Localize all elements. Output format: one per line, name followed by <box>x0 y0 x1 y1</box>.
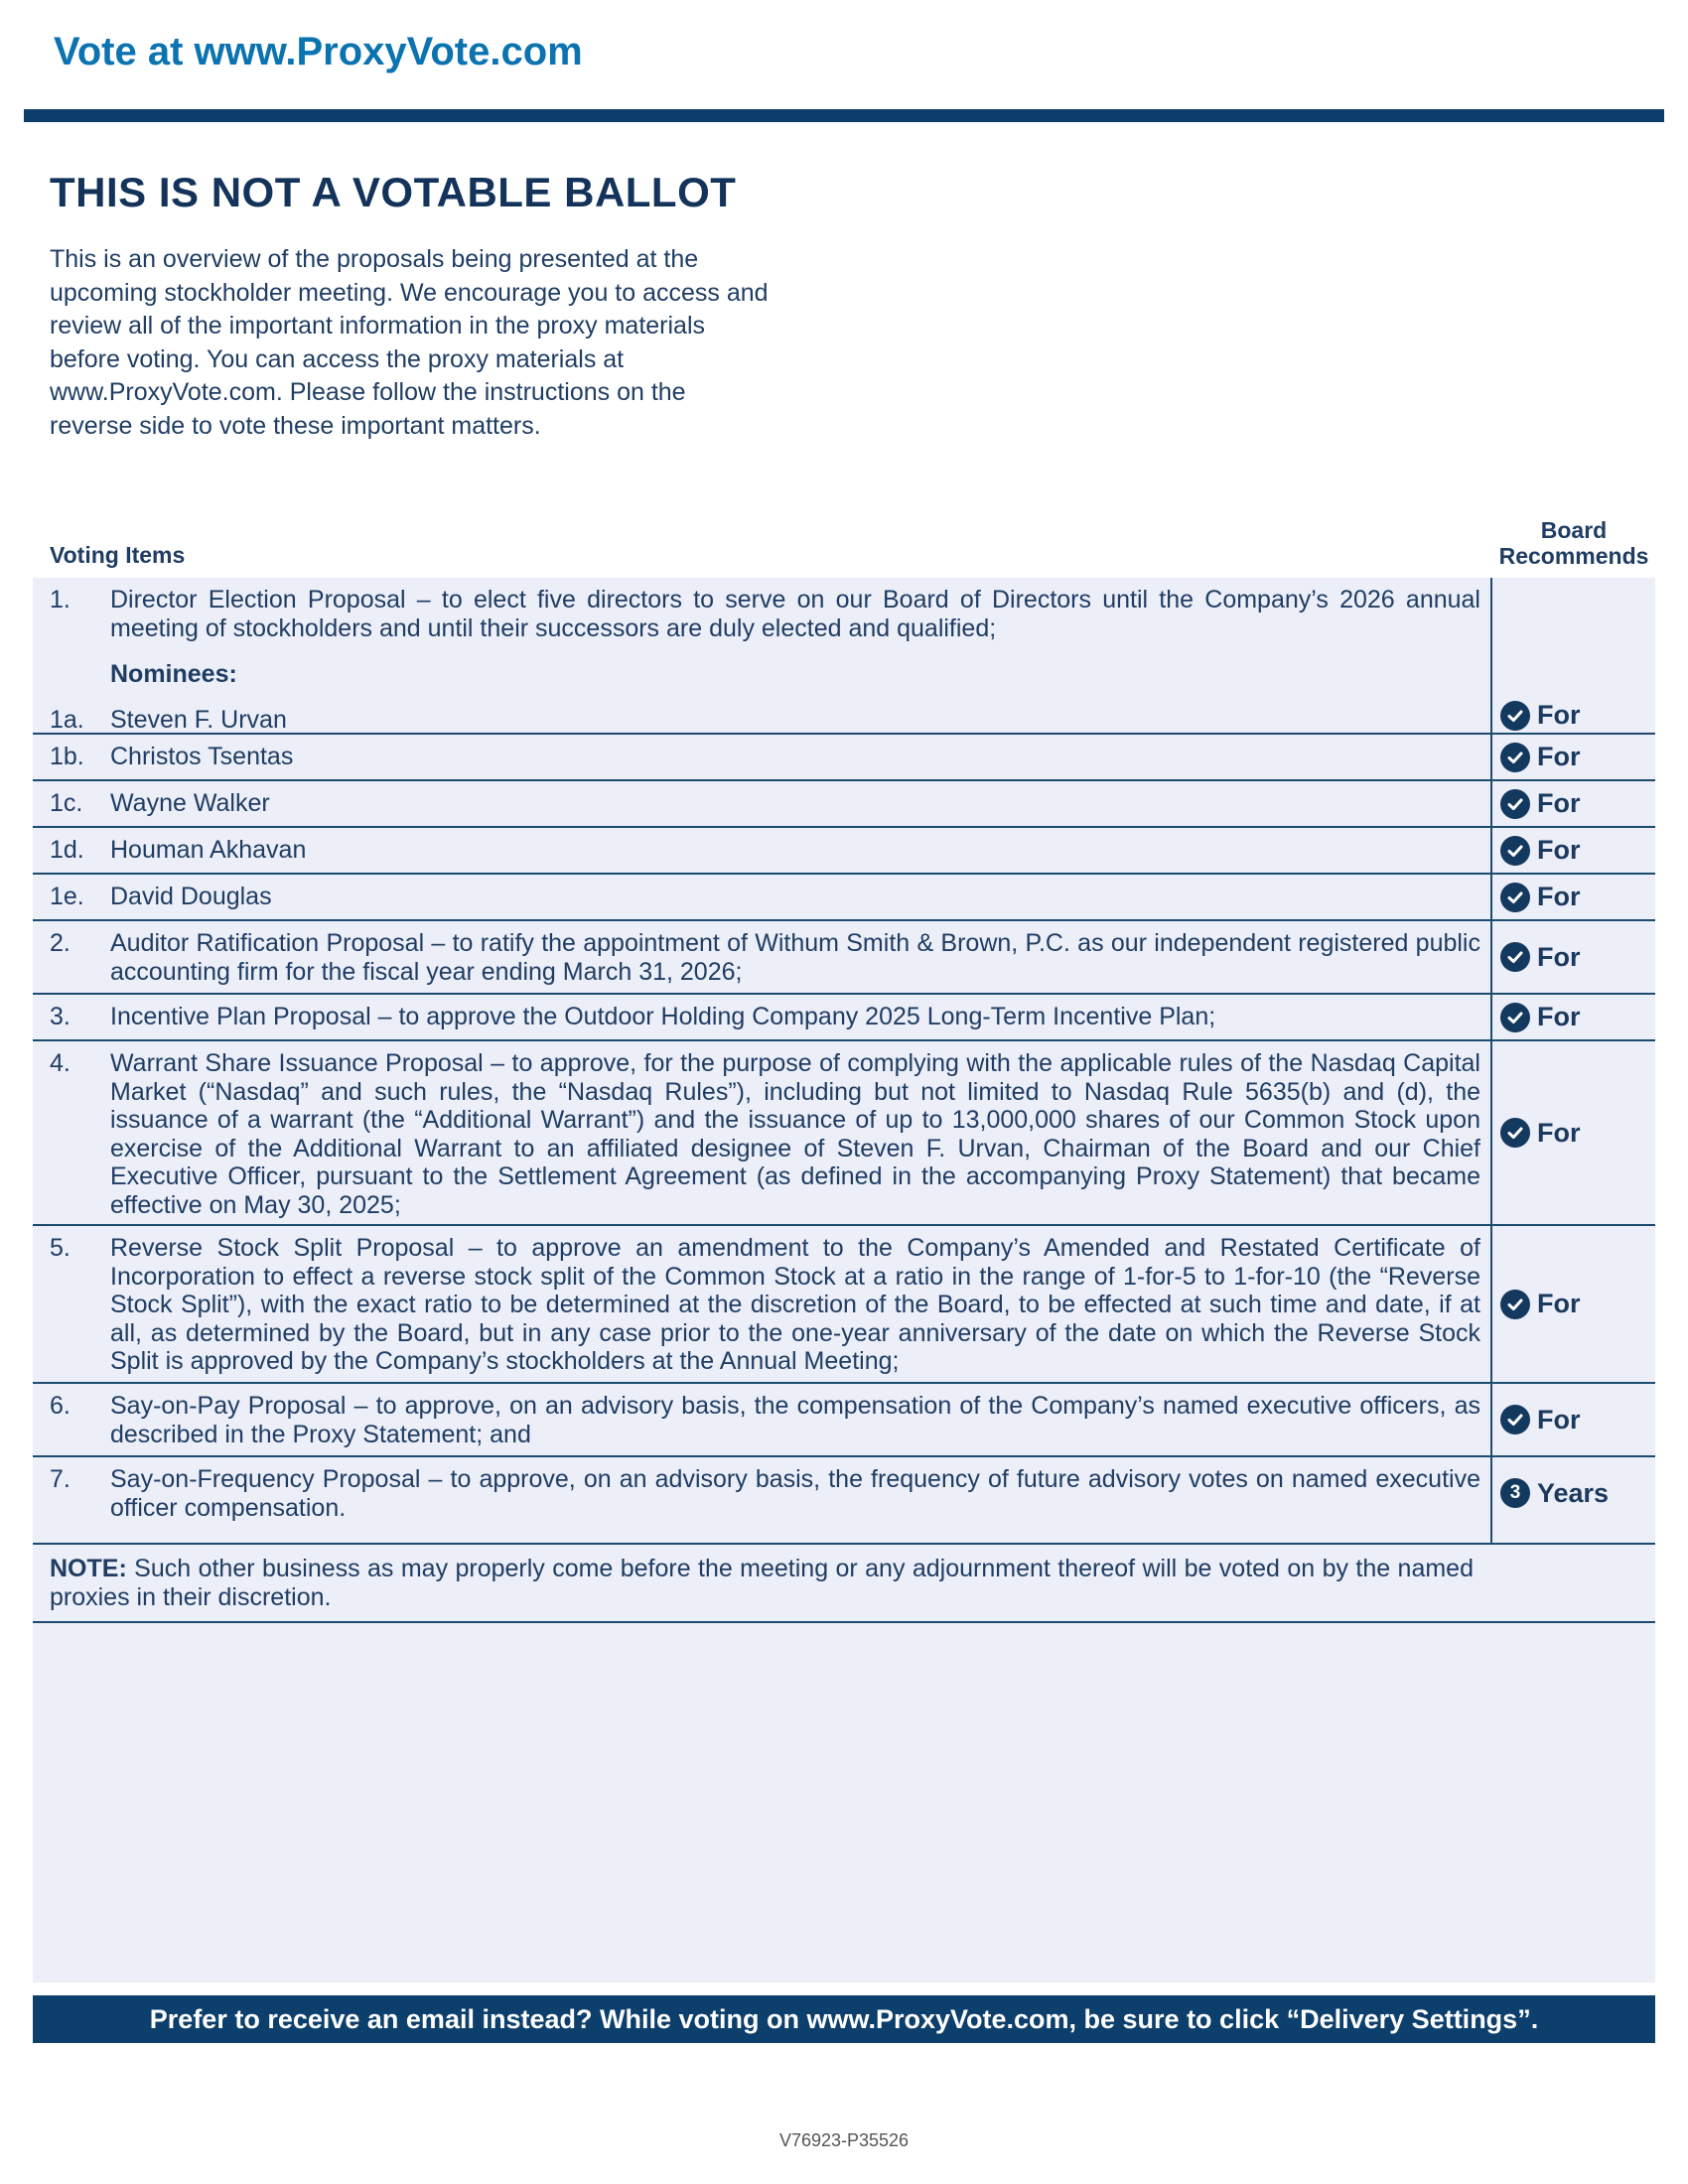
item-number: 1d. <box>50 836 84 864</box>
recommendation-cell <box>1490 828 1655 873</box>
recommendation-cell <box>1490 1384 1655 1455</box>
item-text: Auditor Ratification Proposal – to ratify the appointment of Withum Smith & Brown, P.C. as our independent registered public accounting firm for the fiscal year ending March 31, 2026; <box>110 929 1480 986</box>
item-text: Say-on-Frequency Proposal – to approve, on an advisory basis, the frequency of future advisory votes on named executive officer compensation. <box>110 1465 1480 1522</box>
note-label: NOTE: <box>50 1555 127 1582</box>
recommendation-cell <box>1490 735 1655 779</box>
table-row-item-1 <box>33 578 1655 735</box>
check-circle-icon <box>1500 743 1530 772</box>
item-number: 1b. <box>50 743 84 770</box>
table-row-item-3 <box>33 995 1655 1041</box>
table-row-nominee <box>33 828 1655 875</box>
note-text: Such other business as may properly come before the meeting or any adjournment thereof will be voted on by the named proxies in their discretion. <box>50 1555 1474 1611</box>
recommendation-cell <box>1490 921 1655 993</box>
item-text: Christos Tsentas <box>110 743 294 770</box>
table-row-item-7 <box>33 1457 1655 1545</box>
item-number: 1a. <box>50 706 84 734</box>
check-circle-icon <box>1500 1118 1530 1148</box>
table-row-item-6 <box>33 1384 1655 1457</box>
banner-text: Prefer to receive an email instead? While voting on www.ProxyVote.com, be sure to click “Delivery Settings”. <box>149 2003 1539 2034</box>
number-badge-icon: 3 <box>1500 1478 1530 1508</box>
note-paragraph <box>50 1555 1474 1611</box>
delivery-settings-banner <box>33 1995 1655 2043</box>
item-number: 5. <box>50 1234 70 1262</box>
table-row-nominee <box>33 875 1655 921</box>
document-code: V76923-P35526 <box>778 2130 910 2150</box>
recommendation-label: For <box>1537 941 1581 972</box>
item-text: Wayne Walker <box>110 789 270 817</box>
item-text: Houman Akhavan <box>110 836 307 864</box>
table-row-item-5 <box>33 1226 1655 1384</box>
recommendation-cell <box>1490 1457 1655 1543</box>
recommendation-label: For <box>1537 1117 1581 1148</box>
voting-items-header: Voting Items <box>50 542 186 568</box>
intro-paragraph: This is an overview of the proposals being presented at the upcoming stockholder meeting. We encourage you to access and review all of the important information in the proxy materials before voting. You can access the proxy materials at www.ProxyVote.com. Please follow the instructions on the reverse side to vote these important matters. <box>50 245 769 440</box>
item-number: 2. <box>50 929 70 957</box>
recommendation-cell <box>1490 781 1655 826</box>
recommendation-cell <box>1490 875 1655 919</box>
note-divider <box>33 1621 1655 1623</box>
recommendation-label: For <box>1537 1289 1581 1318</box>
check-circle-icon <box>1500 1003 1530 1032</box>
check-circle-icon <box>1500 883 1530 912</box>
check-circle-icon <box>1500 789 1530 819</box>
table-row-nominee <box>33 781 1655 828</box>
recommendation-cell <box>1490 1226 1655 1382</box>
item-text: David Douglas <box>110 883 272 910</box>
item-number: 1e. <box>50 883 84 910</box>
item-number: 7. <box>50 1465 70 1493</box>
recommendation-label: For <box>1537 700 1581 730</box>
nominees-label: Nominees: <box>110 660 237 688</box>
item-text: Reverse Stock Split Proposal – to approve an amendment to the Company’s Amended and Restated Certificate of Incorporation to effect a reverse stock split of the Common Stock at a ratio in the range of 1-for-5 to 1-for-10 (the “Reverse Stock Split”), with the exact ratio to be determined at the discretion of the Board, to be effected at such time and date, if at all, as determined by the Board, but in any case prior to the one-year anniversary of the date on which the Reverse Stock Split is approved by the Company’s stockholders at the Annual Meeting; <box>110 1234 1480 1375</box>
item-number: 1. <box>50 586 70 614</box>
item-text: Say-on-Pay Proposal – to approve, on an advisory basis, the compensation of the Company’s named executive officers, as described in the Proxy Statement; and <box>110 1392 1480 1448</box>
header-divider <box>24 109 1664 122</box>
page-title: THIS IS NOT A VOTABLE BALLOT <box>50 169 737 215</box>
table-row-nominee <box>33 735 1655 781</box>
recommendation-label: For <box>1537 882 1581 911</box>
item-text: Warrant Share Issuance Proposal – to approve, for the purpose of complying with the applicable rules of the Nasdaq Capital Market (“Nasdaq” and such rules, the “Nasdaq Rules”), including but not limited to Nasdaq Rule 5635(b) and (d), the issuance of a warrant (the “Additional Warrant”) and the issuance of up to 13,000,000 shares of our Common Stock upon exercise of the Additional Warrant to an affiliated designee of Steven F. Urvan, Chairman of the Board and our Chief Executive Officer, pursuant to the Settlement Agreement (as defined in the accompanying Proxy Statement) that became effective on May 30, 2025; <box>110 1049 1480 1219</box>
recommendation-label: For <box>1537 1002 1581 1031</box>
recommendation-label: For <box>1537 788 1581 818</box>
item-number: 1c. <box>50 789 83 817</box>
item-number: 6. <box>50 1392 70 1420</box>
table-row-item-2 <box>33 921 1655 995</box>
page-header-title: Vote at www.ProxyVote.com <box>54 30 583 73</box>
recommendation-cell <box>1490 578 1655 733</box>
check-circle-icon <box>1500 942 1530 972</box>
item-text: Incentive Plan Proposal – to approve the Outdoor Holding Company 2025 Long-Term Incentive Plan; <box>110 1003 1216 1030</box>
check-circle-icon <box>1500 701 1530 731</box>
recommendation-label: For <box>1537 1404 1581 1434</box>
check-circle-icon <box>1500 1290 1530 1319</box>
board-recommends-header: Board Recommends <box>1498 517 1649 569</box>
recommendation-label: Years <box>1537 1477 1610 1508</box>
recommendation-label: For <box>1537 835 1581 865</box>
item-number: 4. <box>50 1049 70 1077</box>
check-circle-icon <box>1500 836 1530 866</box>
recommendation-cell <box>1490 1041 1655 1224</box>
check-circle-icon <box>1500 1405 1530 1434</box>
item-text: Director Election Proposal – to elect five directors to serve on our Board of Directors until the Company’s 2026 annual meeting of stockholders and until their successors are duly elected and qualified; <box>110 586 1480 642</box>
recommendation-cell <box>1490 995 1655 1039</box>
recommendation-label: For <box>1537 742 1581 771</box>
table-row-item-4 <box>33 1041 1655 1226</box>
item-number: 3. <box>50 1003 70 1030</box>
item-text: Steven F. Urvan <box>110 706 287 734</box>
